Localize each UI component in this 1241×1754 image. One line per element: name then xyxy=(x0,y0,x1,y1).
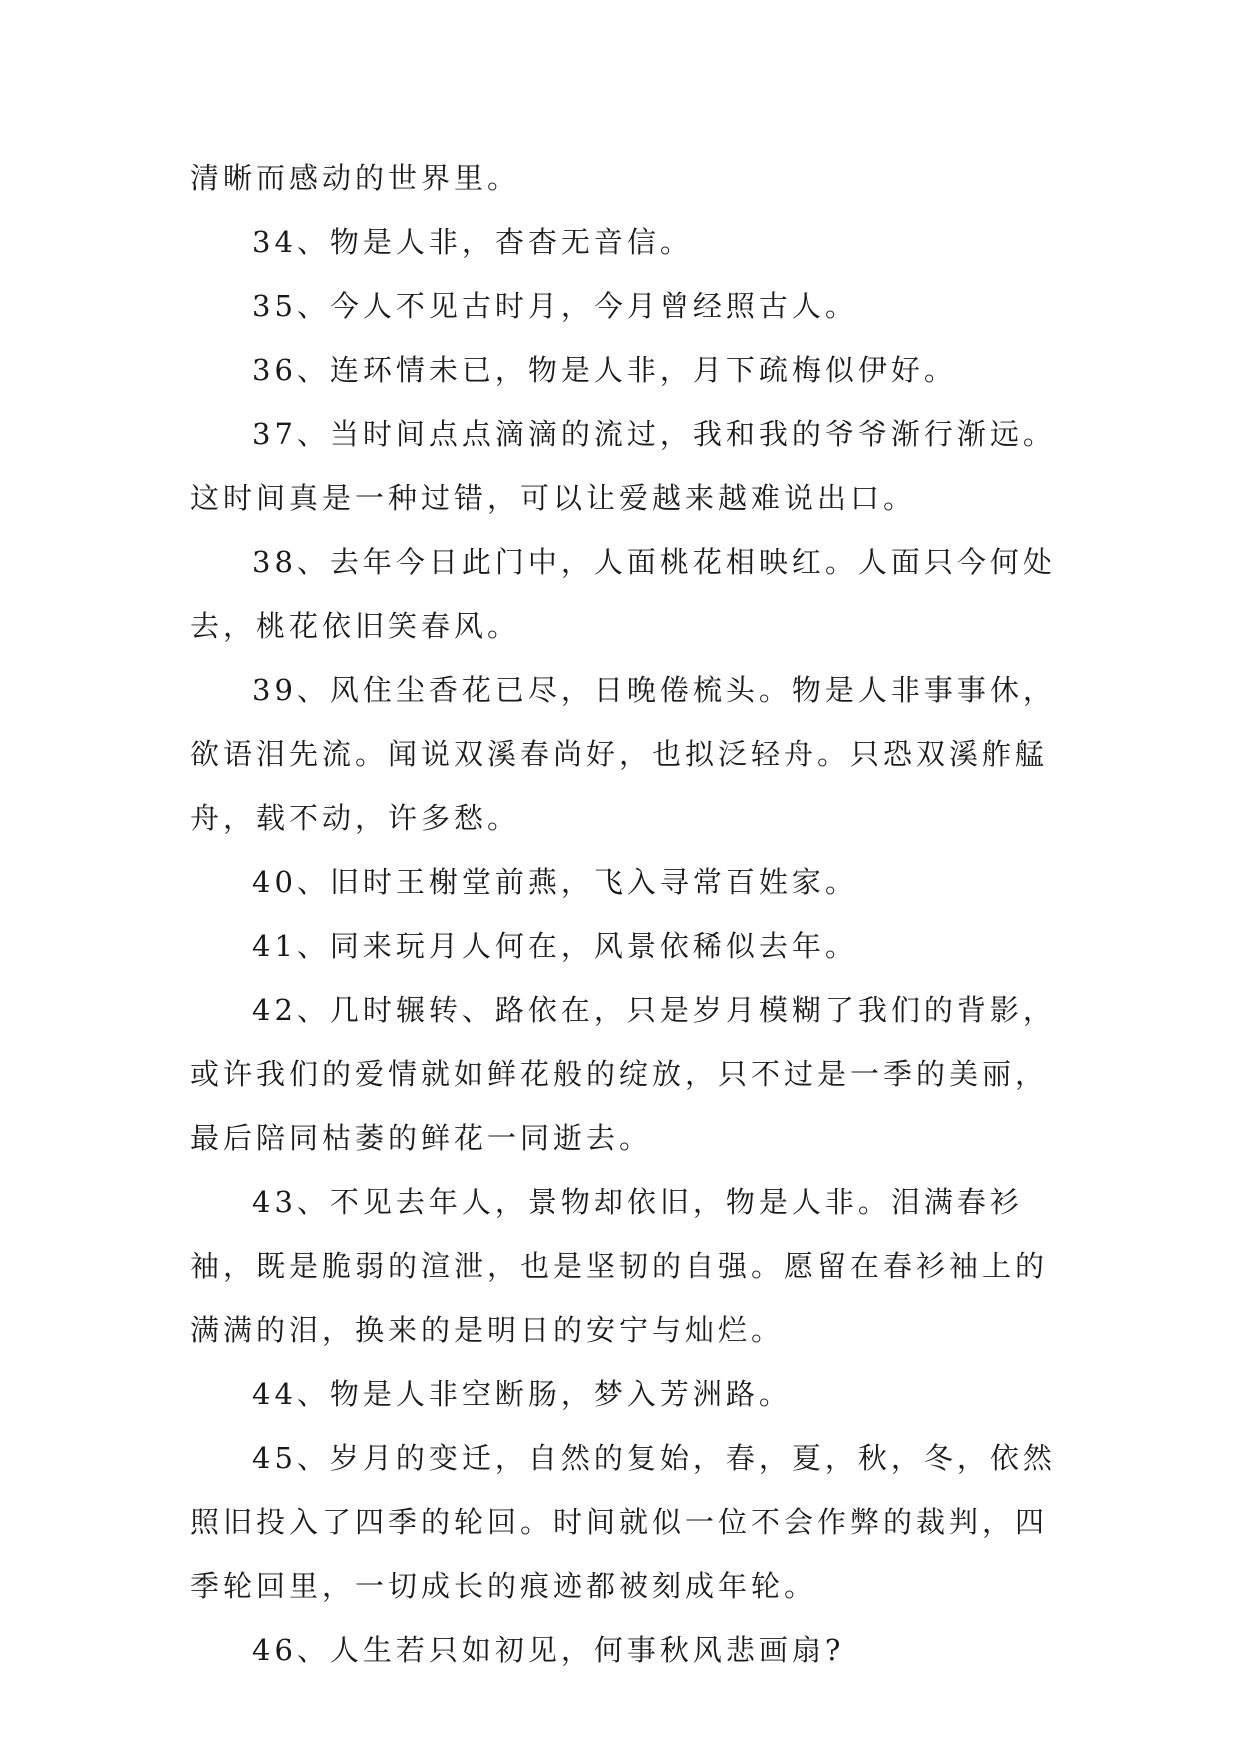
paragraph-41: 41、同来玩月人何在，风景依稀似去年。 xyxy=(252,929,858,963)
paragraph-44: 44、物是人非空断肠，梦入芳洲路。 xyxy=(252,1377,792,1411)
paragraph-continuation: 清晰而感动的世界里。 xyxy=(190,161,521,195)
document-page xyxy=(190,146,1058,1682)
paragraph-36: 36、连环情未已，物是人非，月下疏梅似伊好。 xyxy=(252,353,957,387)
paragraph-37: 37、当时间点点滴滴的流过，我和我的爷爷渐行渐远。这时间真是一种过错，可以让爱越来越难说出口。 xyxy=(190,417,1056,515)
paragraph-34: 34、物是人非，杳杳无音信。 xyxy=(252,225,693,259)
paragraph-40: 40、旧时王榭堂前燕，飞入寻常百姓家。 xyxy=(252,865,858,899)
paragraph-43: 43、不见去年人，景物却依旧，物是人非。泪满春衫袖，既是脆弱的渲泄，也是坚韧的自强。愿留在春衫袖上的满满的泪，换来的是明日的安宁与灿烂。 xyxy=(190,1185,1049,1347)
paragraph-35: 35、今人不见古时月，今月曾经照古人。 xyxy=(252,289,858,323)
paragraph-45: 45、岁月的变迁，自然的复始，春，夏，秋，冬，依然照旧投入了四季的轮回。时间就似一位不会作弊的裁判，四季轮回里，一切成长的痕迹都被刻成年轮。 xyxy=(190,1441,1056,1603)
paragraph-46: 46、人生若只如初见，何事秋风悲画扇? xyxy=(252,1633,845,1667)
paragraph-39: 39、风住尘香花已尽，日晚倦梳头。物是人非事事休，欲语泪先流。闻说双溪春尚好，也拟泛轻舟。只恐双溪舴艋舟，载不动，许多愁。 xyxy=(190,673,1056,835)
paragraph-38: 38、去年今日此门中，人面桃花相映红。人面只今何处去，桃花依旧笑春风。 xyxy=(190,545,1056,643)
paragraph-42: 42、几时辗转、路依在，只是岁月模糊了我们的背影，或许我们的爱情就如鲜花般的绽放，只不过是一季的美丽，最后陪同枯萎的鲜花一同逝去。 xyxy=(190,993,1056,1155)
